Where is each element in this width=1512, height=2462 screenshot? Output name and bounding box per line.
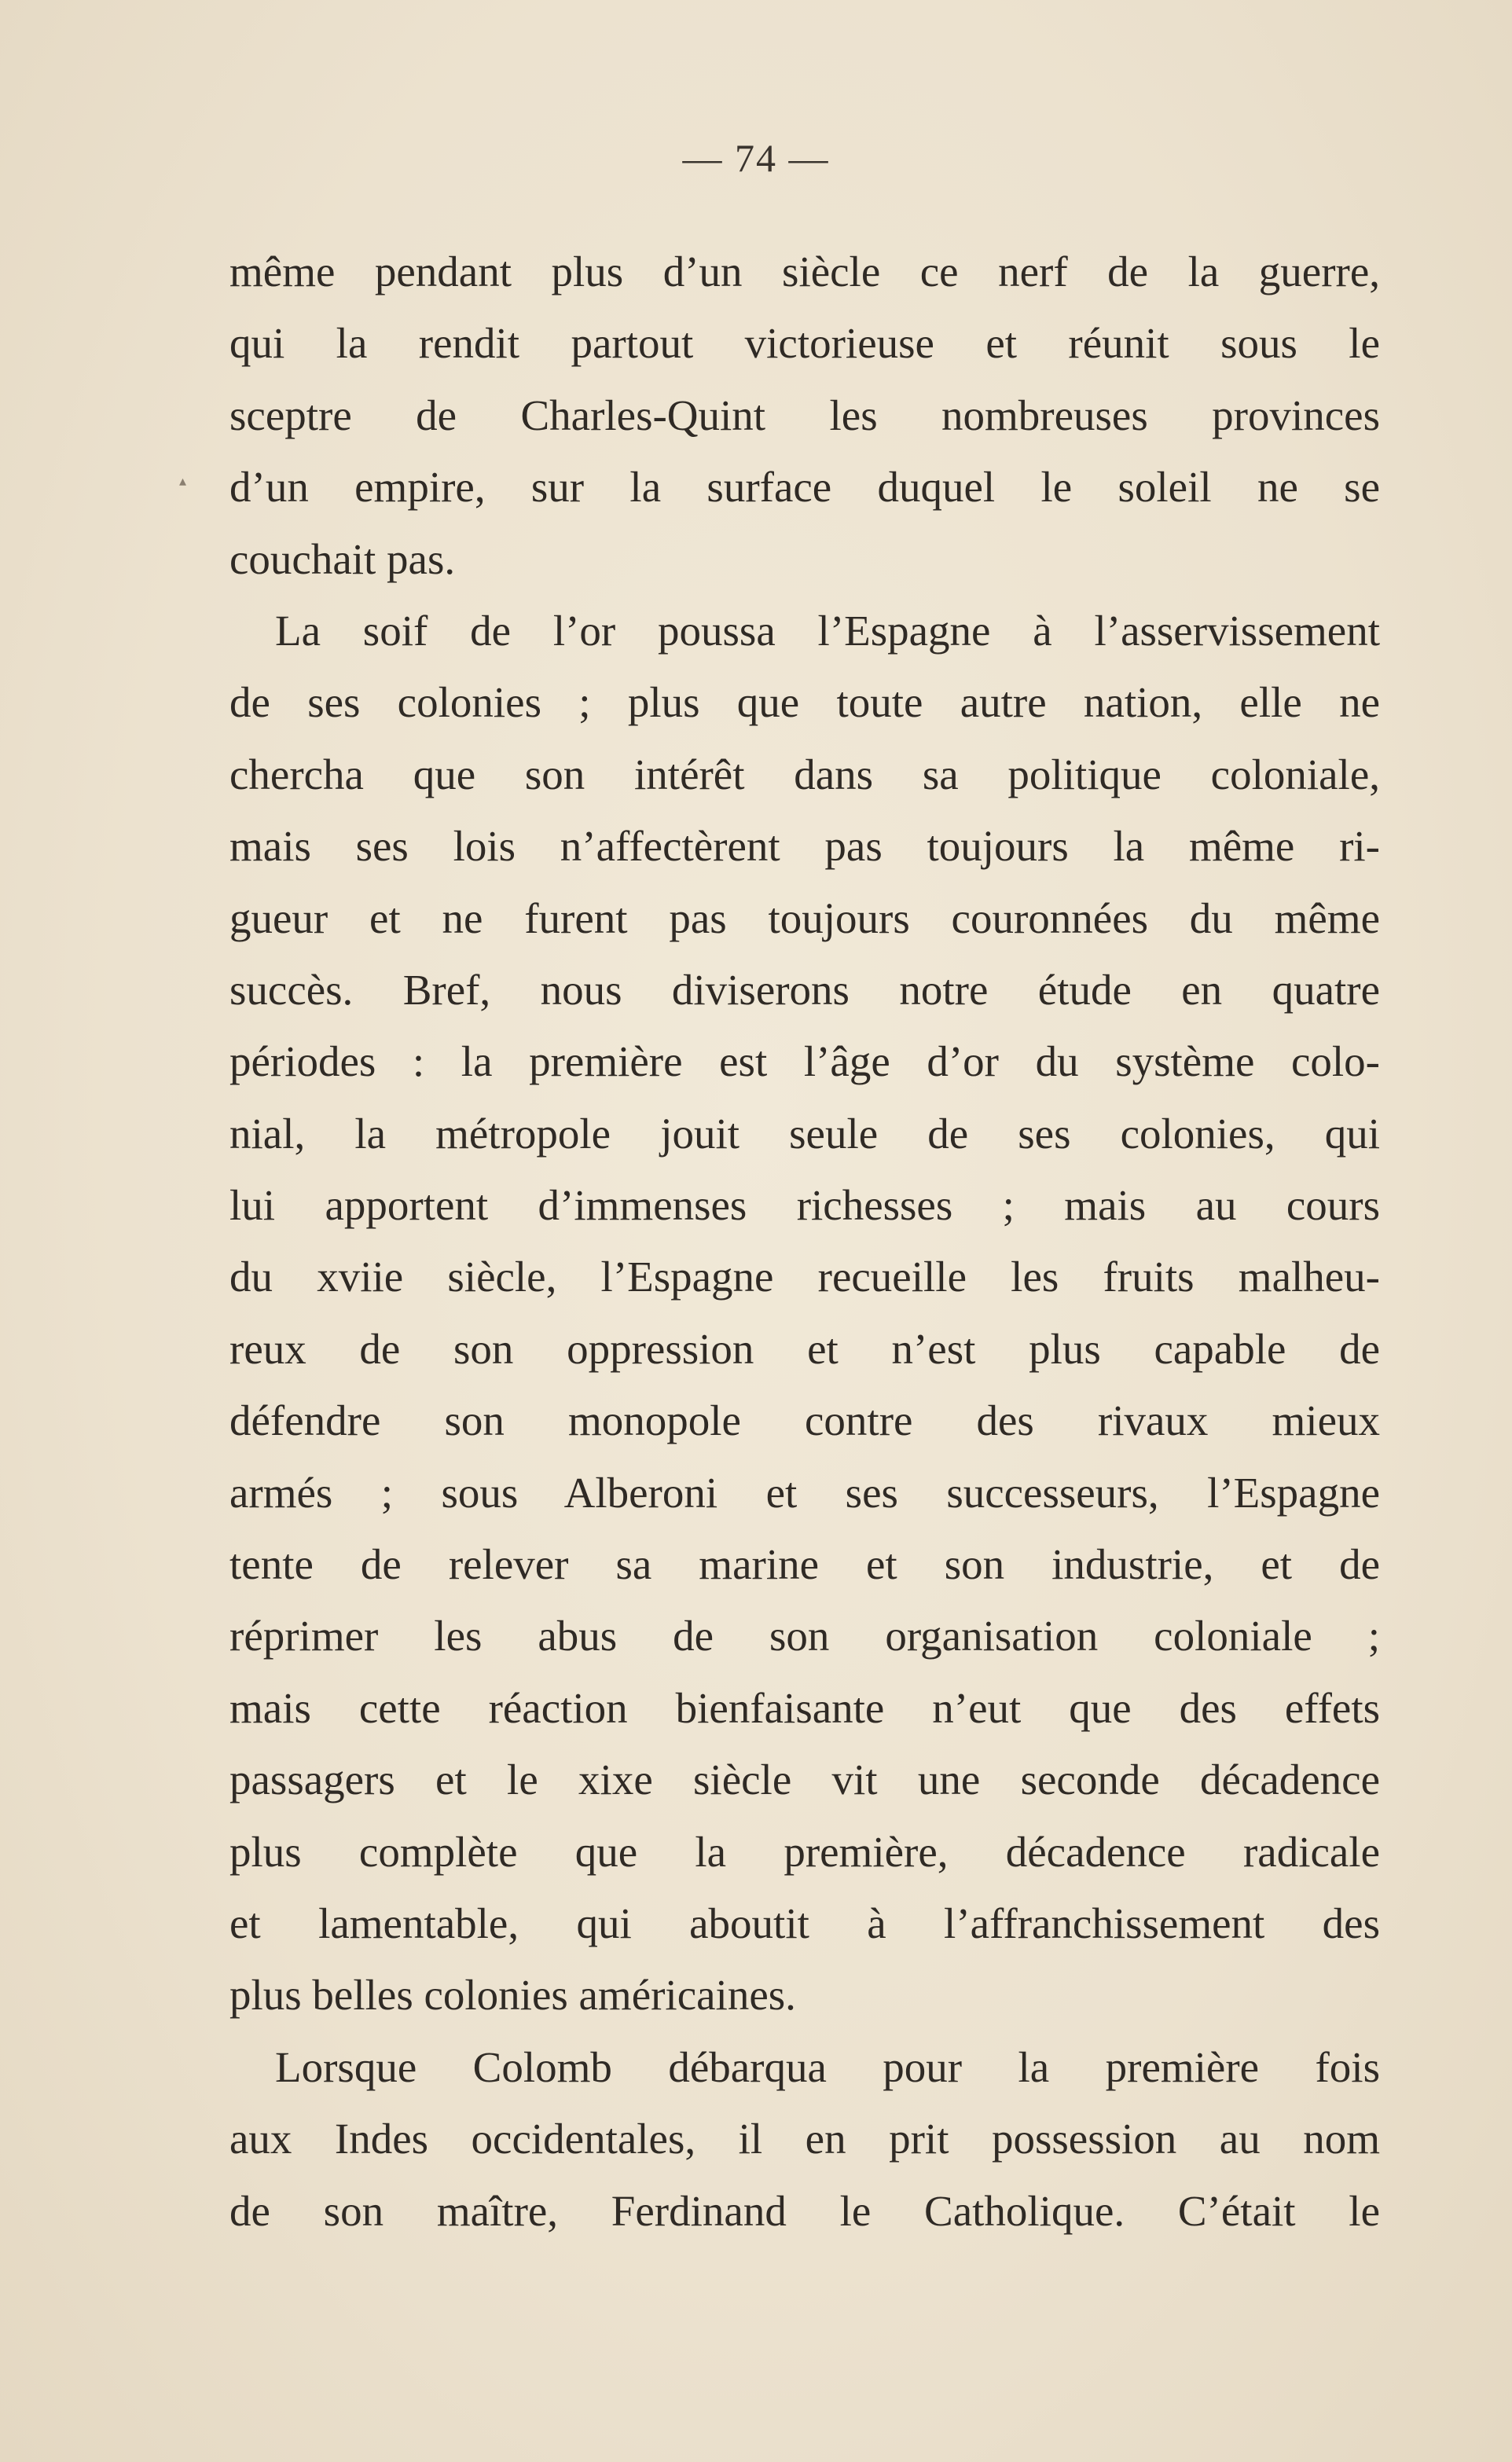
- text-line: même pendant plus d’un siècle ce nerf de la guerre,: [229, 248, 1380, 295]
- text-line: de son maître, Ferdinand le Catholique. C’était le: [229, 2186, 1380, 2235]
- body-text: [229, 236, 1380, 2247]
- text-line: tente de relever sa marine et son industrie, et de: [229, 1540, 1380, 1589]
- text-line: nial, la métropole jouit seule de ses colonies, qui: [229, 1109, 1380, 1158]
- text-line: d’un empire, sur la surface duquel le soleil ne se: [229, 463, 1380, 512]
- text-line: lui apportent d’immenses richesses ; mais au cours: [229, 1181, 1380, 1230]
- text-line: armés ; sous Alberoni et ses successeurs, l’Espagne: [229, 1468, 1380, 1517]
- text-line: couchait pas.: [229, 534, 456, 583]
- text-line: plus complète que la première, décadence radicale: [229, 1827, 1380, 1876]
- text-line: succès. Bref, nous diviserons notre étude en quatre: [229, 965, 1380, 1014]
- text-line: chercha que son intérêt dans sa politique coloniale,: [229, 750, 1380, 798]
- text-line: périodes : la première est l’âge d’or du système colo-: [229, 1037, 1380, 1086]
- text-line: La soif de l’or poussa l’Espagne à l’asservissement: [275, 606, 1380, 655]
- text-line: gueur et ne furent pas toujours couronnées du même: [229, 893, 1380, 942]
- page-number: — 74 —: [682, 136, 830, 180]
- text-line: mais cette réaction bienfaisante n’eut que des effets: [229, 1683, 1380, 1732]
- text-line: sceptre de Charles-Quint les nombreuses provinces: [229, 391, 1380, 439]
- text-line: reux de son oppression et n’est plus capable de: [229, 1324, 1380, 1373]
- text-line: réprimer les abus de son organisation coloniale ;: [229, 1612, 1380, 1660]
- text-line: de ses colonies ; plus que toute autre nation, elle ne: [229, 678, 1380, 727]
- text-line: mais ses lois n’affectèrent pas toujours la même ri-: [229, 822, 1380, 871]
- text-line: passagers et le xixe siècle vit une seconde décadence: [229, 1756, 1380, 1804]
- text-line: qui la rendit partout victorieuse et réunit sous le: [229, 319, 1380, 368]
- text-line: défendre son monopole contre des rivaux mieux: [229, 1396, 1380, 1445]
- text-line: aux Indes occidentales, il en prit possession au nom: [229, 2115, 1380, 2163]
- text-line: plus belles colonies américaines.: [229, 1971, 796, 2020]
- text-line: et lamentable, qui aboutit à l’affranchissement des: [229, 1899, 1380, 1947]
- margin-mark: ▴: [179, 473, 187, 490]
- text-line: Lorsque Colomb débarqua pour la première fois: [275, 2042, 1380, 2091]
- text-line: du xviie siècle, l’Espagne recueille les fruits malheu-: [229, 1253, 1380, 1301]
